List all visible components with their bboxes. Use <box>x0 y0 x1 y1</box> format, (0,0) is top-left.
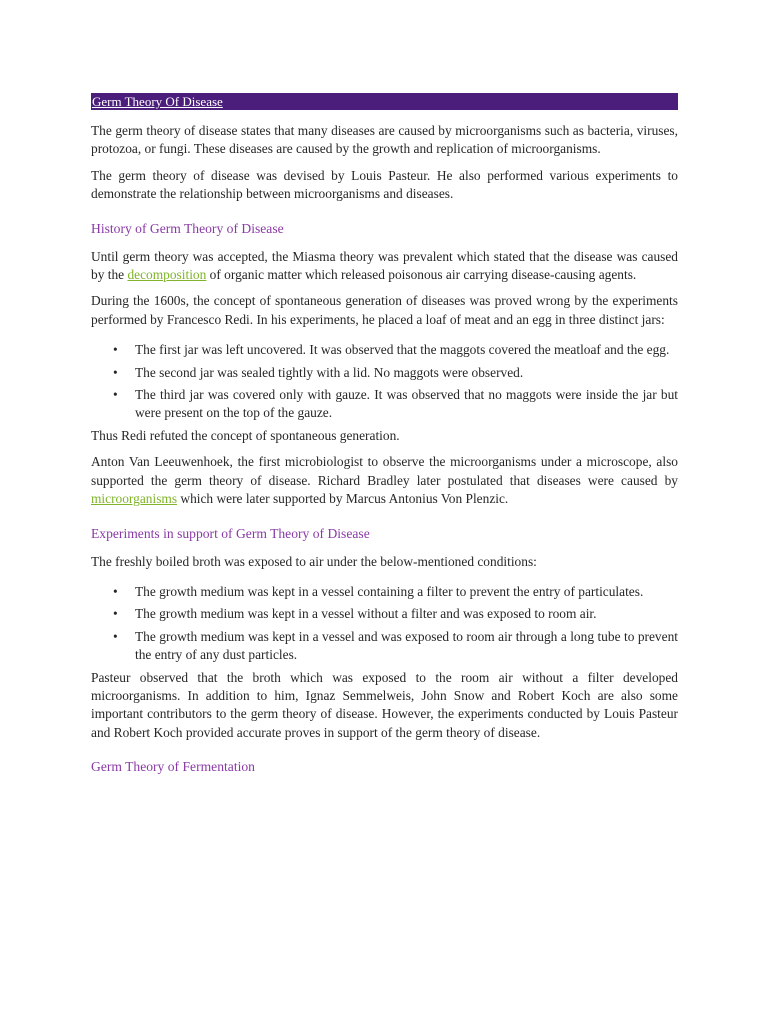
fermentation-heading: Germ Theory of Fermentation <box>91 759 255 775</box>
list-item <box>91 583 678 601</box>
list-item <box>91 605 678 623</box>
list-item <box>91 341 678 359</box>
bullet-icon: • <box>113 628 118 644</box>
bullet-icon: • <box>113 606 118 622</box>
history-heading: History of Germ Theory of Disease <box>91 220 284 236</box>
experiments-paragraph-2: Pasteur observed that the broth which was exposed to the room air without a filter developed microorganisms. In addition to him, Ignaz Semmelweis, John Snow and Robert Koch are also some important contributors to the germ theory of disease. However, the experiments conducted by Louis Pasteur and Robert Koch provided accurate proves in support of the germ theory of disease. <box>91 669 678 740</box>
history-paragraph-4-start: Anton Van Leeuwenhoek, the first microbiologist to observe the microorganisms under a microscope, also supported the germ theory of disease. Richard Bradley later postulated that diseases were caused by <box>91 454 678 488</box>
history-paragraph-1 <box>91 248 678 285</box>
broth-conditions-list <box>91 583 678 665</box>
document-page <box>91 93 678 786</box>
history-paragraph-3: Thus Redi refuted the concept of spontaneous generation. <box>91 427 400 443</box>
microorganisms-link[interactable]: microorganisms <box>91 491 178 507</box>
intro-paragraph-2: The germ theory of disease was devised by Louis Pasteur. He also performed various experiments to demonstrate the relationship between microorganisms and diseases. <box>91 167 678 202</box>
bullet-icon: • <box>113 364 118 380</box>
experiments-heading: Experiments in support of Germ Theory of Disease <box>91 525 370 541</box>
experiments-paragraph-1: The freshly boiled broth was exposed to air under the below-mentioned conditions: <box>91 553 537 569</box>
bullet-icon: • <box>113 583 118 599</box>
list-item-text: The second jar was sealed tightly with a lid. No maggots were observed. <box>135 364 524 380</box>
list-item-text: The growth medium was kept in a vessel and was exposed to room air through a long tube to prevent the entry of any dust particles. <box>135 628 678 663</box>
decomposition-link[interactable]: decomposition <box>127 267 207 283</box>
history-paragraph-2: During the 1600s, the concept of spontaneous generation of diseases was proved wrong by the experiments performed by Francesco Redi. In his experiments, he placed a loaf of meat and an egg in three distinct jars: <box>91 293 678 327</box>
redi-jars-list <box>91 341 678 423</box>
history-paragraph-4 <box>91 453 678 508</box>
list-item-text: The third jar was covered only with gauze. It was observed that no maggots were inside the jar but were present on the top of the gauze. <box>135 387 678 421</box>
intro-paragraph-1: The germ theory of disease states that many diseases are caused by microorganisms such as bacteria, viruses, protozoa, or fungi. These diseases are caused by the growth and replication of microorganisms. <box>91 123 678 157</box>
bullet-icon: • <box>113 387 118 403</box>
history-paragraph-1-end: of organic matter which released poisonous air carrying disease-causing agents. <box>206 267 637 283</box>
document-title: Germ Theory Of Disease <box>91 93 678 110</box>
history-paragraph-1-start: Until germ theory was accepted, the Miasma theory was prevalent which stated that the disease was caused by the <box>91 248 678 283</box>
list-item <box>91 628 678 665</box>
list-item-text: The growth medium was kept in a vessel without a filter and was exposed to room air. <box>135 606 597 622</box>
list-item <box>91 386 678 423</box>
bullet-icon: • <box>113 342 118 358</box>
list-item <box>91 364 678 382</box>
history-paragraph-4-end: which were later supported by Marcus Antonius Von Plenzic. <box>177 491 509 507</box>
list-item-text: The first jar was left uncovered. It was observed that the maggots covered the meatloaf and the egg. <box>135 342 670 358</box>
list-item-text: The growth medium was kept in a vessel containing a filter to prevent the entry of particulates. <box>135 583 644 599</box>
